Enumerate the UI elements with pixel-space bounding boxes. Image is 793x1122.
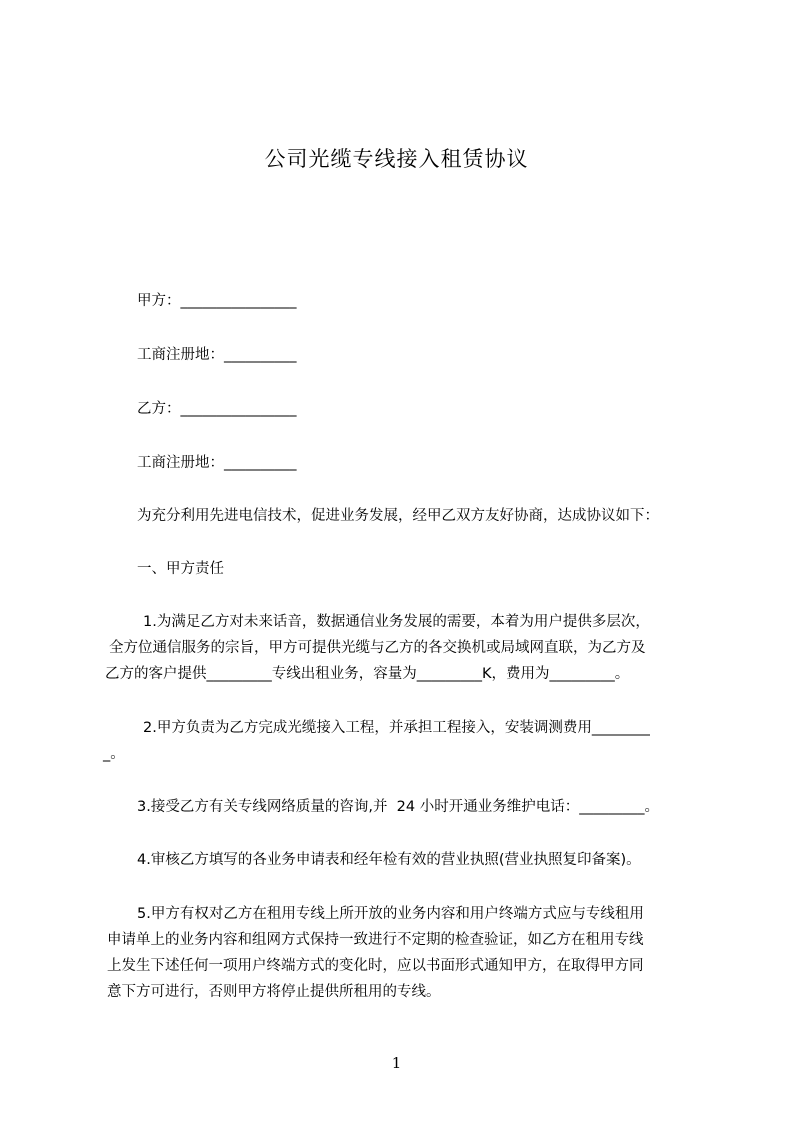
page-number: 1 [391,1054,402,1072]
party-a-line: 甲方：________________ [137,293,297,309]
party-b-line: 乙方：________________ [137,401,297,417]
party-a-registered-line: 工商注册地：__________ [137,347,297,363]
intro-paragraph: 为充分利用先进电信技术，促进业务发展，经甲乙双方友好协商，达成协议如下： [137,508,659,524]
clause3-line: 3.接受乙方有关专线网络质量的咨询,并 24 小时开通业务维护电话：_________。 [137,799,659,815]
clause5-line: 5.甲方有权对乙方在租用专线上所开放的业务内容和用户终端方式应与专线租用 [137,906,644,922]
clause2-line: 2.甲方负责为乙方完成光缆接入工程，并承担工程接入，安装调测费用________ [143,720,650,736]
clause4-line: 4.审核乙方填写的各业务申请表和经年检有效的营业执照(营业执照复印备案)。 [137,852,641,868]
clause5-line: 意下方可进行，否则甲方将停止提供所租用的专线。 [107,984,441,1000]
clause5-line: 上发生下述任何一项用户终端方式的变化时，应以书面形式通知甲方，在取得甲方同 [107,958,644,974]
clause5-line: 申请单上的业务内容和组网方式保持一致进行不定期的检查验证，如乙方在租用专线 [107,932,644,948]
clause1-line: 乙方的客户提供_________专线出租业务，容量为_________K，费用为_________。 [105,666,630,682]
clause2-line: _。 [103,746,125,762]
party-b-registered-line: 工商注册地：__________ [137,455,297,471]
document-title: 公司光缆专线接入租赁协议 [264,147,529,171]
clause1-line: 1.为满足乙方对未来话音，数据通信业务发展的需要，本着为用户提供多层次， [143,614,650,630]
section1-heading: 一、甲方责任 [137,561,224,577]
clause1-line: 全方位通信服务的宗旨，甲方可提供光缆与乙方的各交换机或局域网直联，为乙方及 [109,640,646,656]
